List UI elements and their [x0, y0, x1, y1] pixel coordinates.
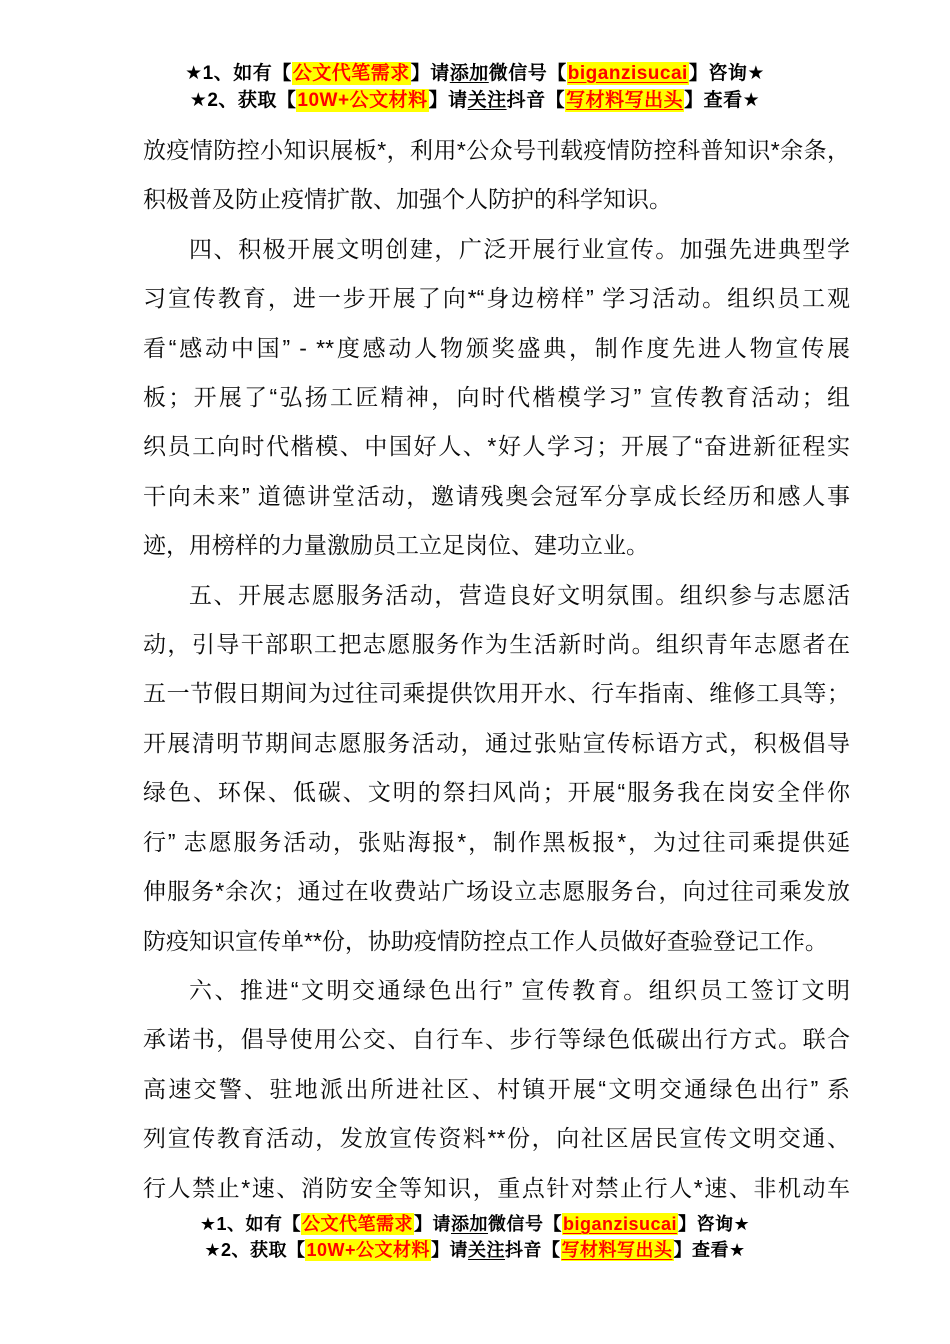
promo-text-segment: 】咨询★	[678, 1214, 751, 1234]
promo-text-segment: 微信号【	[488, 63, 567, 84]
promo-text-segment: 】查看★	[684, 90, 761, 111]
highlighted-text: 10W+公文材料	[306, 1240, 431, 1260]
promo-text-segment: 抖音【	[505, 1240, 561, 1260]
promo-text-segment: ★1、如有【	[185, 63, 292, 84]
body-text-line: 动，引导干部职工把志愿服务作为生活新时尚。组织青年志愿者在	[143, 631, 850, 658]
promo-line	[0, 87, 950, 114]
underlined-text: 关注	[467, 90, 507, 111]
promo-text-segment: 抖音【	[506, 90, 566, 111]
body-text-line: 伸服务*余次；通过在收费站广场设立志愿服务台，向过往司乘发放	[143, 878, 850, 905]
body-text-line: 行人禁止*速、消防安全等知识，重点针对禁止行人*速、非机动车	[143, 1174, 850, 1201]
body-text-line: 行” 志愿服务活动，张贴海报*，制作黑板报*，为过往司乘提供延	[143, 828, 850, 855]
highlighted-text: 公文代笔需求	[301, 1214, 413, 1234]
body-text-line: 防疫知识宣传单**份，协助疫情防控点工作人员做好查验登记工作。	[143, 927, 828, 954]
highlighted-underlined-text: biganzisucai	[562, 1214, 678, 1234]
body-text-line: 列宣传教育活动，发放宣传资料**份，向社区居民宣传文明交通、	[143, 1125, 850, 1152]
highlighted-underlined-text: 写材料写出头	[561, 1240, 673, 1260]
body-text-line: 五、开展志愿服务活动，营造良好文明氛围。组织参与志愿活	[189, 581, 850, 608]
promo-text-segment: 】查看★	[673, 1240, 746, 1260]
body-text-line: 高速交警、驻地派出所进社区、村镇开展“文明交通绿色出行” 系	[143, 1075, 850, 1102]
promo-text-segment: 】请	[428, 90, 468, 111]
promo-header	[0, 60, 950, 114]
promo-text-segment: 】请	[410, 63, 450, 84]
promo-text-segment: 】请	[413, 1214, 451, 1234]
document-body	[143, 126, 850, 1213]
promo-text-segment: 】咨询★	[688, 63, 765, 84]
promo-line	[0, 60, 950, 87]
body-text-line: 看“感动中国” - **度感动人物颁奖盛典，制作度先进人物宣传展	[143, 334, 850, 361]
body-text-line: 四、积极开展文明创建，广泛开展行业宣传。加强先进典型学	[189, 235, 850, 262]
highlighted-text: 10W+公文材料	[297, 90, 428, 111]
body-text-line: 五一节假日期间为过往司乘提供饮用开水、行车指南、维修工具等；	[143, 680, 850, 707]
body-text-line: 六、推进“文明交通绿色出行” 宣传教育。组织员工签订文明	[189, 976, 850, 1003]
highlighted-underlined-text: biganzisucai	[567, 63, 688, 84]
promo-line	[0, 1237, 950, 1263]
body-text-line: 开展清明节期间志愿服务活动，通过张贴宣传标语方式，积极倡导	[143, 729, 850, 756]
body-text-line: 板；开展了“弘扬工匠精神，向时代楷模学习” 宣传教育活动；组	[143, 384, 850, 411]
body-text-line: 习宣传教育，进一步开展了向*“身边榜样” 学习活动。组织员工观	[143, 285, 850, 312]
body-text-line: 干向未来” 道德讲堂活动，邀请残奥会冠军分享成长经历和感人事	[143, 482, 850, 509]
body-text-line: 迹，用榜样的力量激励员工立足岗位、建功立业。	[143, 532, 649, 559]
body-text-line: 绿色、环保、低碳、文明的祭扫风尚；开展“服务我在岗安全伴你	[143, 779, 850, 806]
body-text-line: 织员工向时代楷模、中国好人、*好人学习；开展了“奋进新征程实	[143, 433, 850, 460]
promo-text-segment: ★1、如有【	[199, 1214, 301, 1234]
body-text-line: 放疫情防控小知识展板*，利用*公众号刊载疫情防控科普知识*余条，	[143, 137, 850, 163]
highlighted-underlined-text: 写材料写出头	[566, 90, 684, 111]
promo-text-segment: ★2、获取【	[204, 1240, 306, 1260]
underlined-text: 关注	[468, 1240, 506, 1260]
promo-text-segment: 】请	[431, 1240, 469, 1260]
body-text-line: 积极普及防止疫情扩散、加强个人防护的科学知识。	[143, 186, 672, 213]
promo-text-segment: ★2、获取【	[189, 90, 297, 111]
promo-text-segment: 微信号【	[487, 1214, 562, 1234]
body-text-line: 承诺书，倡导使用公交、自行车、步行等绿色低碳出行方式。联合	[143, 1026, 850, 1053]
underlined-text: 添加	[450, 1214, 488, 1234]
underlined-text: 添加	[449, 63, 489, 84]
promo-footer	[0, 1211, 950, 1263]
highlighted-text: 公文代笔需求	[292, 63, 410, 84]
promo-line	[0, 1211, 950, 1237]
